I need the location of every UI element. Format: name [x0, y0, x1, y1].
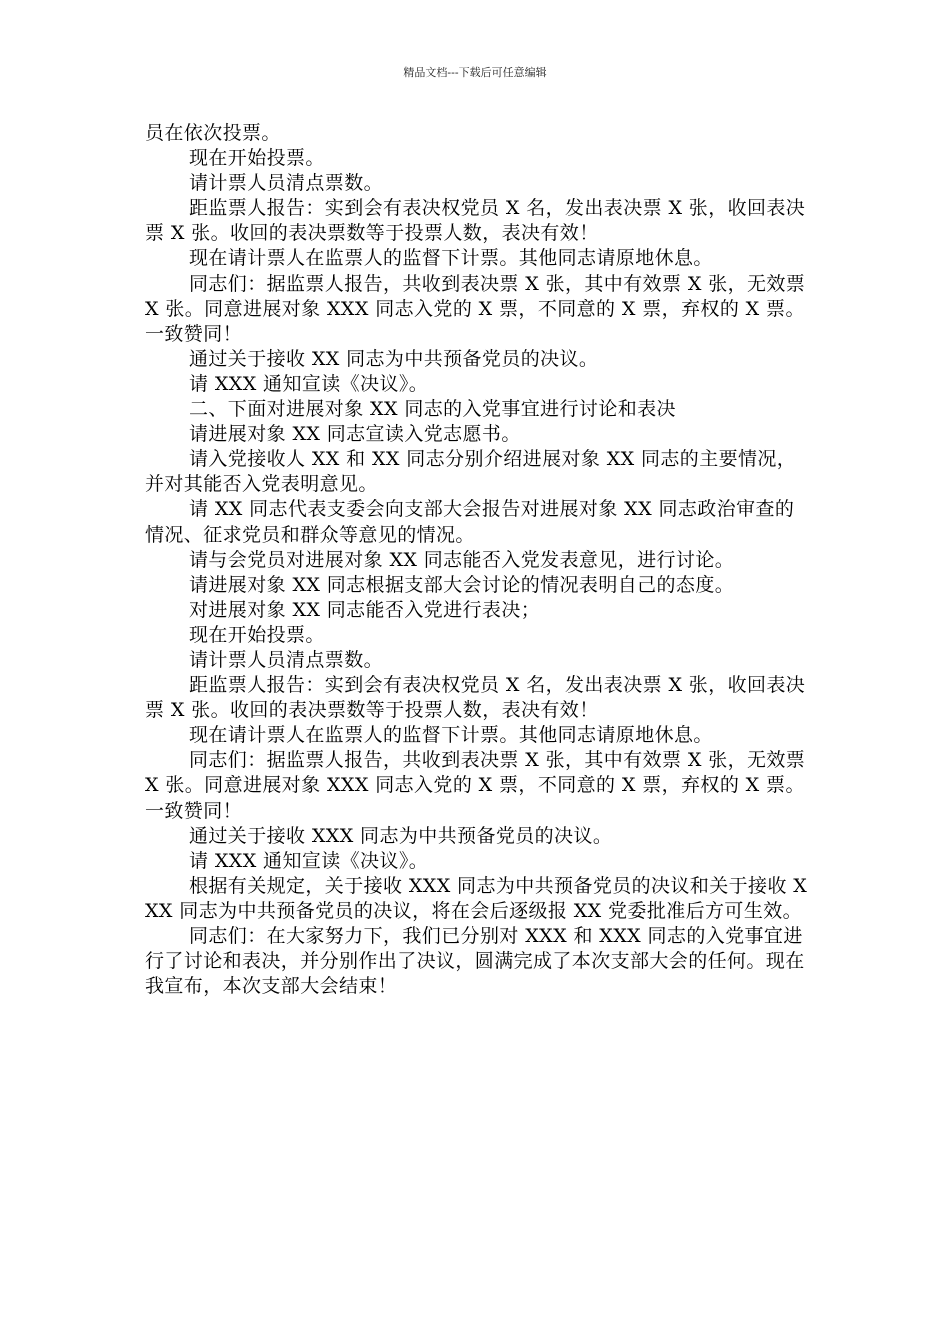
paragraph: 请进展对象 XX 同志根据支部大会讨论的情况表明自己的态度。 [189, 573, 735, 596]
paragraph: 距监票人报告：实到会有表决权党员 X 名，发出表决票 X 张，收回表决票 X 张。收回的表决票数等于投票人数，表决有效！ [145, 197, 806, 245]
document-body [145, 121, 813, 999]
paragraph: 根据有关规定，关于接收 XXX 同志为中共预备党员的决议和关于接收 XXX 同志为中共预备党员的决议，将在会后逐级报 XX 党委批准后方可生效。 [145, 874, 808, 922]
paragraph: 同志们：据监票人报告，共收到表决票 X 张，其中有效票 X 张，无效票 X 张。同意进展对象 XXX 同志入党的 X 票，不同意的 X 票，弃权的 X 票。一致赞同！ [145, 749, 806, 822]
paragraph: 同志们：据监票人报告，共收到表决票 X 张，其中有效票 X 张，无效票 X 张。同意进展对象 XXX 同志入党的 X 票，不同意的 X 票，弃权的 X 票。一致赞同！ [145, 272, 806, 345]
paragraph: 通过关于接收 XX 同志为中共预备党员的决议。 [189, 347, 599, 370]
paragraph: 请计票人员清点票数。 [189, 648, 384, 671]
paragraph: 现在请计票人在监票人的监督下计票。其他同志请原地休息。 [189, 247, 713, 270]
section-heading: 二、下面对进展对象 XX 同志的入党事宜进行讨论和表决 [189, 398, 676, 421]
page-header: 精品文档---下载后可任意编辑 [403, 66, 547, 79]
paragraph: 请 XXX 通知宣读《决议》。 [189, 372, 429, 395]
paragraph: 同志们：在大家努力下，我们已分别对 XXX 和 XXX 同志的入党事宜进行了讨论和表决，并分别作出了决议，圆满完成了本次支部大会的任何。现在我宣布，本次支部大会结束！ [145, 925, 805, 998]
paragraph: 对进展对象 XX 同志能否入党进行表决； [189, 598, 541, 621]
paragraph: 通过关于接收 XXX 同志为中共预备党员的决议。 [189, 824, 613, 847]
paragraph: 请计票人员清点票数。 [189, 172, 384, 195]
paragraph: 请与会党员对进展对象 XX 同志能否入党发表意见，进行讨论。 [189, 548, 735, 571]
paragraph: 员在依次投票。 [145, 122, 281, 144]
paragraph: 现在开始投票。 [189, 147, 325, 170]
paragraph: 距监票人报告：实到会有表决权党员 X 名，发出表决票 X 张，收回表决票 X 张。收回的表决票数等于投票人数，表决有效！ [145, 674, 806, 722]
paragraph: 现在开始投票。 [189, 623, 325, 646]
paragraph: 请进展对象 XX 同志宣读入党志愿书。 [189, 423, 521, 446]
paragraph: 现在请计票人在监票人的监督下计票。其他同志请原地休息。 [189, 724, 713, 747]
paragraph: 请入党接收人 XX 和 XX 同志分别介绍进展对象 XX 同志的主要情况，并对其能否入党表明意见。 [145, 448, 797, 496]
paragraph: 请 XX 同志代表支委会向支部大会报告对进展对象 XX 同志政治审查的情况、征求党员和群众等意见的情况。 [145, 498, 795, 546]
paragraph: 请 XXX 通知宣读《决议》。 [189, 849, 429, 872]
